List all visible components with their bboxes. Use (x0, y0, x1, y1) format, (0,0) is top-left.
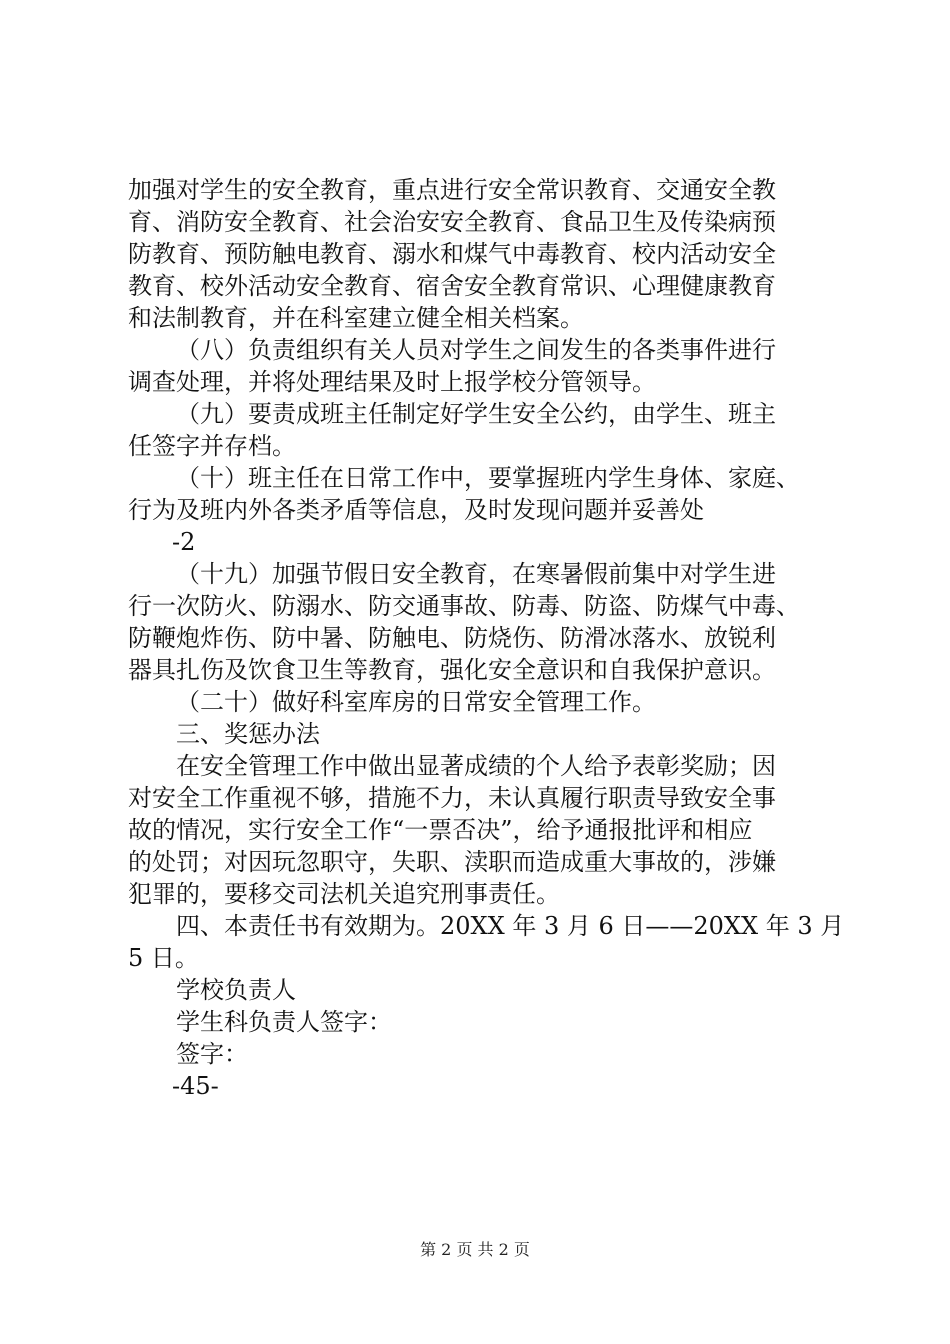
text-line: 加强对学生的安全教育，重点进行安全常识教育、交通安全教 (128, 176, 776, 204)
text-line: 故的情况，实行安全工作“一票否决”，给予通报批评和相应 (128, 816, 753, 844)
signature-label: 签字： (176, 1040, 248, 1068)
page-fragment-number: -2 (172, 528, 196, 556)
text-line: 教育、校外活动安全教育、宿舍安全教育常识、心理健康教育 (128, 272, 776, 300)
text-line: 对安全工作重视不够，措施不力，未认真履行职责导致安全事 (128, 784, 776, 812)
text-line: 的处罚；对因玩忽职守，失职、渎职而造成重大事故的，涉嫌 (128, 848, 776, 876)
text-line: （二十）做好科室库房的日常安全管理工作。 (176, 688, 656, 716)
text-line: （九）要责成班主任制定好学生安全公约，由学生、班主 (176, 400, 776, 428)
text-line: 行一次防火、防溺水、防交通事故、防毒、防盗、防煤气中毒、 (128, 592, 800, 620)
text-line: 和法制教育，并在科室建立健全相关档案。 (128, 304, 584, 332)
document-body (128, 174, 845, 1102)
text-line: （十）班主任在日常工作中，要掌握班内学生身体、家庭、 (176, 464, 800, 492)
text-line: 在安全管理工作中做出显著成绩的个人给予表彰奖励；因 (176, 752, 776, 780)
signature-label: 学生科负责人签字： (176, 1008, 392, 1036)
signature-label: 学校负责人 (176, 976, 296, 1004)
page-footer: 第 2 页 共 2 页 (420, 1240, 530, 1259)
text-line: 防鞭炮炸伤、防中暑、防触电、防烧伤、防滑冰落水、放锐利 (128, 624, 776, 652)
section-heading: 三、奖惩办法 (176, 720, 320, 748)
text-line: 器具扎伤及饮食卫生等教育，强化安全意识和自我保护意识。 (128, 656, 776, 684)
text-line: 5 日。 (128, 944, 199, 972)
text-line: 行为及班内外各类矛盾等信息，及时发现问题并妥善处 (128, 496, 704, 524)
text-line: （十九）加强节假日安全教育，在寒暑假前集中对学生进 (176, 560, 776, 588)
page-fragment-number: -45- (172, 1072, 219, 1100)
text-line: 任签字并存档。 (128, 432, 296, 460)
text-line: 育、消防安全教育、社会治安安全教育、食品卫生及传染病预 (128, 208, 776, 236)
text-line: （八）负责组织有关人员对学生之间发生的各类事件进行 (176, 336, 776, 364)
text-line: 调查处理，并将处理结果及时上报学校分管领导。 (128, 368, 656, 396)
text-line: 犯罪的，要移交司法机关追究刑事责任。 (128, 880, 560, 908)
text-line: 防教育、预防触电教育、溺水和煤气中毒教育、校内活动安全 (128, 240, 776, 268)
text-line: 四、本责任书有效期为。20XX 年 3 月 6 日——20XX 年 3 月 (176, 912, 845, 940)
